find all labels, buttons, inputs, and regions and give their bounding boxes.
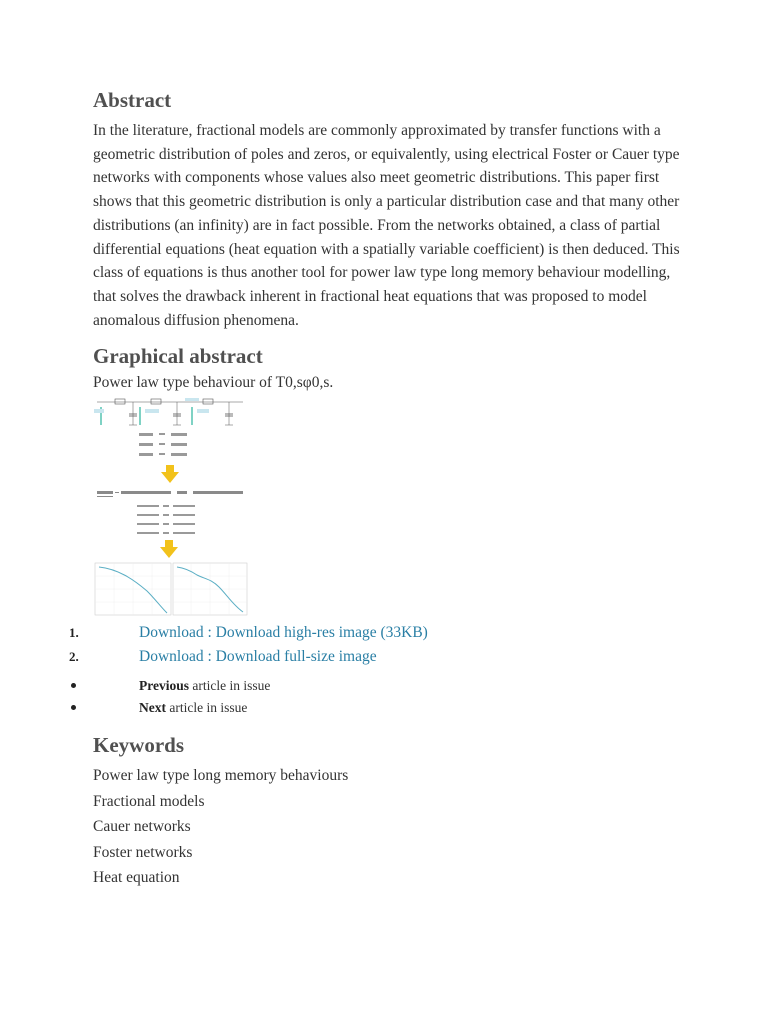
graphical-abstract-caption: Power law type behaviour of T0,sφ0,s. [93, 374, 334, 392]
next-rest-text[interactable]: article in issue [166, 700, 248, 716]
keyword-item: Power law type long memory behaviours [93, 767, 349, 785]
article-content [69, 86, 683, 890]
graphical-abstract-figure[interactable] [93, 395, 253, 617]
keyword-item: Foster networks [93, 843, 193, 861]
graphical-abstract-heading: Graphical abstract [93, 344, 263, 369]
previous-label[interactable]: Previous [139, 678, 189, 694]
previous-article-link[interactable] [93, 675, 683, 697]
list-number: 2. [69, 649, 79, 665]
download-item [69, 621, 683, 645]
equations-block-2 [137, 505, 195, 534]
list-number: 1. [69, 625, 79, 641]
next-label[interactable]: Next [139, 700, 166, 716]
keywords-list [93, 763, 683, 890]
issue-navigation [93, 675, 683, 719]
equations-block-1 [139, 433, 187, 456]
response-plots [95, 563, 247, 615]
keyword-item: Heat equation [93, 868, 180, 886]
download-full-size-link[interactable]: Download : Download full-size image [139, 648, 377, 666]
abstract-text: In the literature, fractional models are commonly approximated by transfer functions with a geometric distribution of poles and zeros, or equivalently, using electrical Foster or Cauer type networks with components whose values also meet geometric distributions. This paper first shows that this geometric distribution is only a particular distribution case and that many other distributions (an infinity) are in fact possible. From the networks obtained, a class of partial differential equations (heat equation with a spatially variable coefficient) is then deduced. This class of equations is thus another tool for power law type long memory behaviour modelling, that solves the drawback inherent in fractional heat equations that was proposed to model anomalous diffusion phenomena. [93, 122, 680, 329]
pde-equation [97, 491, 243, 497]
bullet-icon [71, 683, 76, 688]
circuit-network-diagram [94, 398, 243, 425]
keyword-item: Cauer networks [93, 818, 191, 836]
keywords-heading: Keywords [93, 733, 184, 758]
download-item [69, 645, 683, 669]
previous-rest-text[interactable]: article in issue [189, 678, 271, 694]
abstract-heading: Abstract [93, 88, 172, 112]
arrow-down-icon [160, 540, 178, 558]
bullet-icon [71, 705, 76, 710]
download-list [69, 621, 683, 669]
keyword-item: Fractional models [93, 792, 205, 810]
arrow-down-icon [161, 465, 179, 483]
download-high-res-link[interactable]: Download : Download high-res image (33KB) [139, 624, 428, 642]
next-article-link[interactable] [93, 697, 683, 719]
